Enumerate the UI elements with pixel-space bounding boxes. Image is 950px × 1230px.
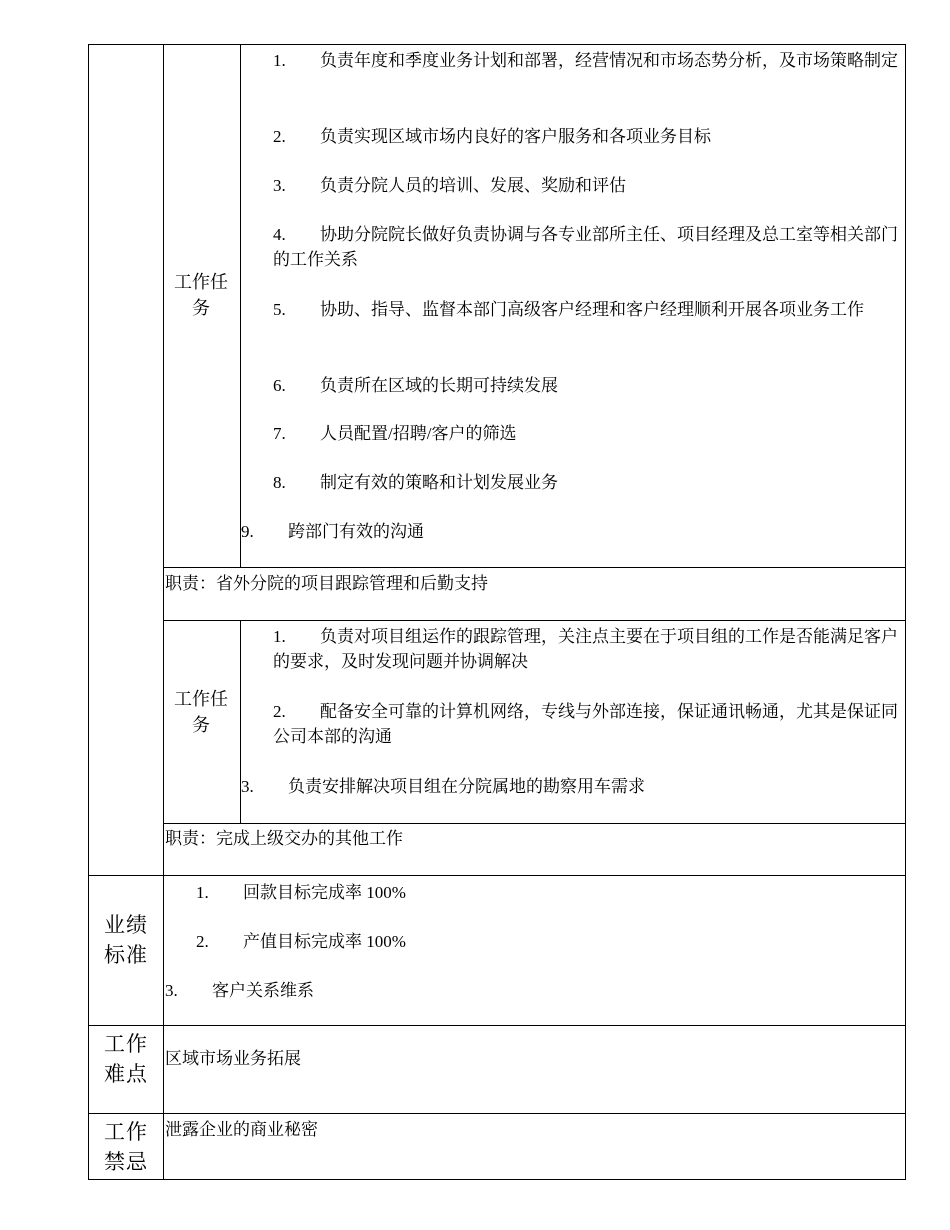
task-number: 1.: [273, 51, 286, 70]
task-label-2: 工作任务: [174, 689, 228, 735]
task-number: 8.: [273, 473, 286, 492]
task-item: [273, 624, 899, 674]
task-number: 4.: [273, 225, 286, 244]
task-text: 配备安全可靠的计算机网络，专线与外部连接，保证通讯畅通，尤其是保证同公司本部的沟通: [273, 702, 898, 746]
task-label-divider-1: [240, 44, 241, 567]
task-number: 5.: [273, 300, 286, 319]
performance-label: 业绩标准: [104, 913, 148, 967]
row-divider: [88, 875, 906, 876]
task-item: [273, 373, 899, 398]
task-item: [273, 421, 899, 446]
row-divider: [163, 620, 906, 621]
task-item: [273, 173, 899, 198]
task-text: 负责实现区域市场内良好的客户服务和各项业务目标: [320, 127, 711, 146]
performance-item: [196, 929, 896, 954]
task-item: [241, 774, 899, 799]
difficulty-text: 区域市场业务拓展: [165, 1049, 301, 1068]
item-number: 2.: [196, 932, 209, 951]
task-item: [273, 699, 899, 749]
taboo-label: 工作禁忌: [104, 1120, 148, 1174]
row-divider: [163, 823, 906, 824]
item-text: 产值目标完成率 100%: [243, 932, 406, 951]
item-text: 回款目标完成率 100%: [243, 883, 406, 902]
task-text: 负责所在区域的长期可持续发展: [320, 376, 558, 395]
task-text: 负责对项目组运作的跟踪管理，关注点主要在于项目组的工作是否能满足客户的要求，及时发现问题并协调解决: [273, 627, 898, 671]
task-item: [273, 124, 899, 149]
task-number: 2.: [273, 702, 286, 721]
duty-row: 职责：省外分院的项目跟踪管理和后勤支持: [165, 574, 488, 593]
item-text: 客户关系维系: [212, 981, 314, 1000]
task-number: 3.: [273, 176, 286, 195]
taboo-text: 泄露企业的商业秘密: [165, 1120, 318, 1139]
task-text: 协助分院院长做好负责协调与各专业部所主任、项目经理及总工室等相关部门的工作关系: [273, 225, 898, 269]
task-number: 3.: [241, 777, 254, 796]
item-number: 3.: [165, 981, 178, 1000]
task-number: 7.: [273, 424, 286, 443]
duty-row: 职责：完成上级交办的其他工作: [165, 829, 403, 848]
task-label-1: 工作任务: [174, 272, 228, 318]
task-number: 9.: [241, 522, 254, 541]
task-item: [273, 470, 899, 495]
difficulty-label: 工作难点: [104, 1032, 148, 1086]
task-text: 负责安排解决项目组在分院属地的勘察用车需求: [288, 777, 645, 796]
task-text: 负责年度和季度业务计划和部署，经营情况和市场态势分析，及市场策略制定: [320, 51, 898, 70]
task-item: [273, 48, 899, 73]
performance-item: [196, 880, 896, 905]
item-number: 1.: [196, 883, 209, 902]
task-text: 制定有效的策略和计划发展业务: [320, 473, 558, 492]
task-number: 1.: [273, 627, 286, 646]
responsibility-table: [88, 44, 906, 1180]
task-text: 跨部门有效的沟通: [288, 522, 424, 541]
row-divider: [88, 1025, 906, 1026]
task-text: 负责分院人员的培训、发展、奖励和评估: [320, 176, 626, 195]
task-number: 2.: [273, 127, 286, 146]
task-item: [273, 297, 899, 322]
left-column-divider: [163, 44, 164, 1180]
task-item: [241, 519, 899, 544]
row-divider: [163, 567, 906, 568]
row-divider: [88, 1113, 906, 1114]
task-item: [273, 222, 899, 272]
performance-item: [165, 978, 895, 1003]
task-number: 6.: [273, 376, 286, 395]
task-text: 人员配置/招聘/客户的筛选: [320, 424, 517, 443]
task-text: 协助、指导、监督本部门高级客户经理和客户经理顺利开展各项业务工作: [320, 300, 864, 319]
